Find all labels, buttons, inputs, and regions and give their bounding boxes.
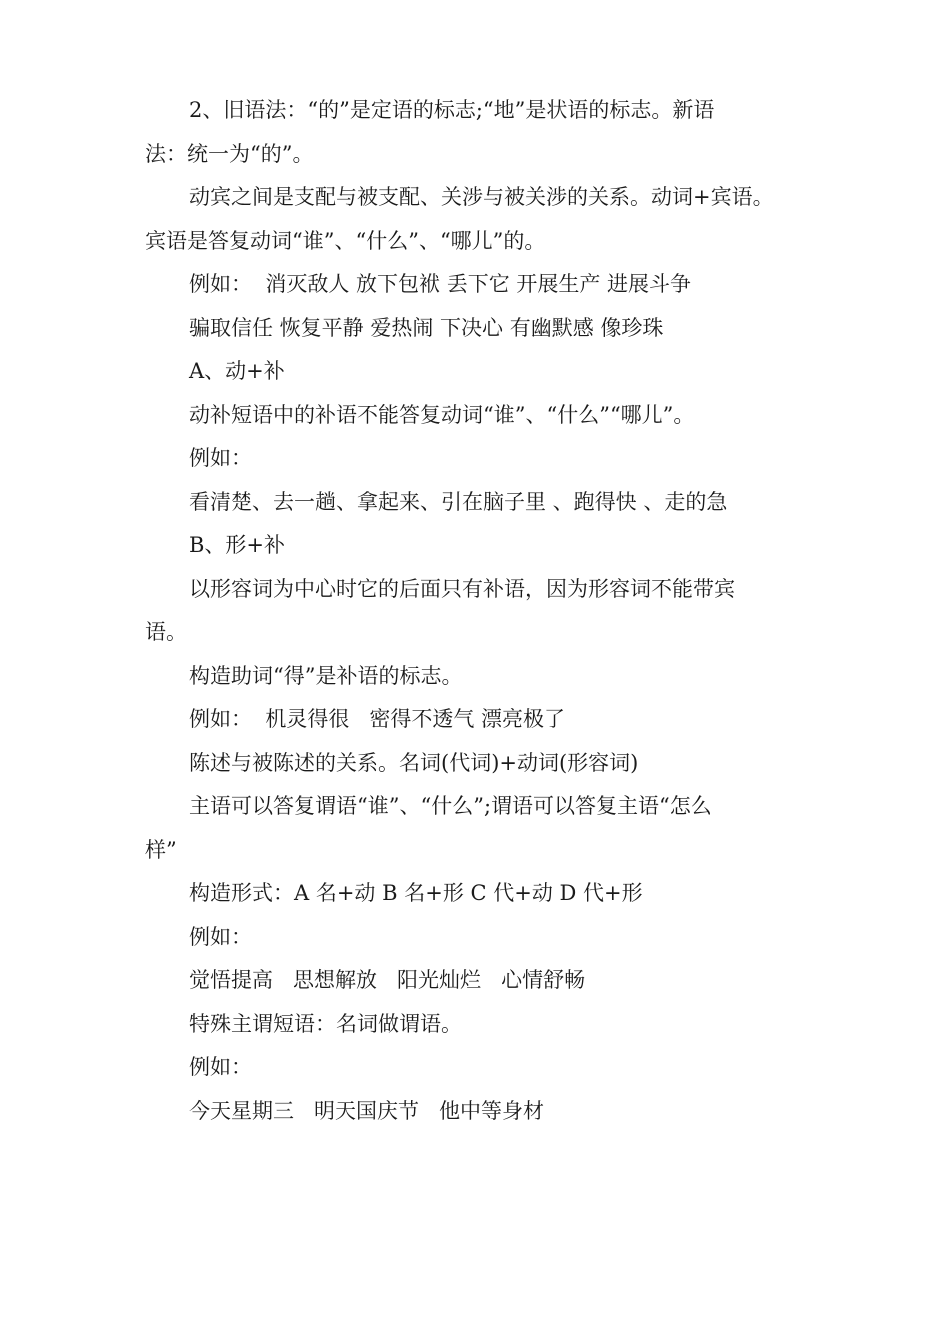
example-label: 例如： [189,1055,252,1079]
example-line: 骗取信任 恢复平静 爱热闹 下决心 有幽默感 像珍珠 [189,316,664,340]
paragraph-line: 特殊主谓短语：名词做谓语。 [189,1012,462,1036]
paragraph-line: 构造助词“得”是补语的标志。 [189,664,463,688]
section-heading: B、形+补 [189,533,286,557]
example-line: 看清楚、去一趟、拿起来、引在脑子里 、跑得快 、走的急 [189,490,728,514]
paragraph-line: 构造形式：A 名+动 B 名+形 C 代+动 D 代+形 [189,881,643,905]
paragraph-line: 2、旧语法：“的”是定语的标志;“地”是状语的标志。新语 [189,98,715,122]
example-label: 例如： [189,925,252,949]
section-heading: A、动+补 [189,359,285,383]
paragraph-line: 宾语是答复动词“谁”、“什么”、“哪儿”的。 [145,229,546,253]
paragraph-line: 动宾之间是支配与被支配、关涉与被关涉的关系。动词+宾语。 [189,185,774,209]
paragraph-line: 语。 [145,620,187,644]
paragraph-line: 主语可以答复谓语“谁”、“什么”;谓语可以答复主语“怎么 [189,794,712,818]
example-label: 例如： [189,446,252,470]
paragraph-line: 动补短语中的补语不能答复动词“谁”、“什么”“哪儿”。 [189,403,695,427]
paragraph-line: 以形容词为中心时它的后面只有补语，因为形容词不能带宾 [189,577,735,601]
example-line: 例如： 机灵得很 密得不透气 漂亮极了 [189,707,566,731]
example-line: 今天星期三 明天国庆节 他中等身材 [189,1099,545,1123]
paragraph-line: 法：统一为“的”。 [145,142,314,166]
example-line: 例如： 消灭敌人 放下包袱 丢下它 开展生产 进展斗争 [189,272,692,296]
paragraph-line: 陈述与被陈述的关系。名词(代词)+动词(形容词) [189,751,639,775]
example-line: 觉悟提高 思想解放 阳光灿烂 心情舒畅 [189,968,586,992]
paragraph-line: 样” [145,838,177,862]
